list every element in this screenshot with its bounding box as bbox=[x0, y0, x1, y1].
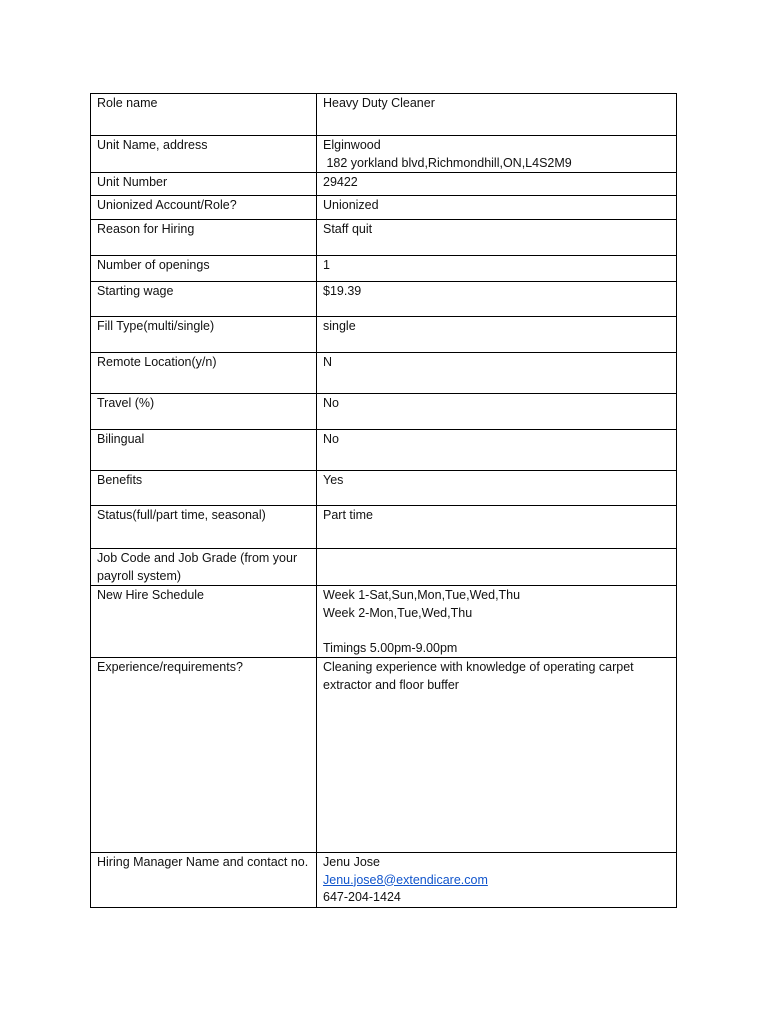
row-value: 1 bbox=[317, 256, 677, 282]
row-label: New Hire Schedule bbox=[91, 586, 317, 658]
table-row bbox=[91, 173, 677, 196]
row-value: $19.39 bbox=[317, 282, 677, 317]
row-label: Experience/requirements? bbox=[91, 658, 317, 853]
job-requisition-table bbox=[90, 93, 677, 908]
row-label: Unit Name, address bbox=[91, 136, 317, 173]
row-value: 29422 bbox=[317, 173, 677, 196]
table-row bbox=[91, 282, 677, 317]
unit-address: 182 yorkland blvd,Richmondhill,ON,L4S2M9 bbox=[323, 155, 572, 170]
table-row bbox=[91, 136, 677, 173]
row-label: Fill Type(multi/single) bbox=[91, 317, 317, 353]
experience-text: Cleaning experience with knowledge of operating carpet extractor and floor buffer bbox=[323, 660, 634, 692]
row-value: single bbox=[317, 317, 677, 353]
row-label: Hiring Manager Name and contact no. bbox=[91, 853, 317, 908]
row-value: No bbox=[317, 394, 677, 430]
row-value bbox=[317, 658, 677, 853]
row-label: Bilingual bbox=[91, 430, 317, 471]
schedule-spacer bbox=[323, 622, 670, 640]
row-label: Number of openings bbox=[91, 256, 317, 282]
row-value: Yes bbox=[317, 471, 677, 506]
manager-phone: 647-204-1424 bbox=[323, 890, 401, 904]
row-label: Remote Location(y/n) bbox=[91, 353, 317, 394]
table-row bbox=[91, 196, 677, 220]
row-value: N bbox=[317, 353, 677, 394]
row-value bbox=[317, 586, 677, 658]
row-label: Unit Number bbox=[91, 173, 317, 196]
row-value: Part time bbox=[317, 506, 677, 549]
row-label: Reason for Hiring bbox=[91, 220, 317, 256]
row-value bbox=[317, 853, 677, 908]
table-row bbox=[91, 256, 677, 282]
table-row bbox=[91, 430, 677, 471]
table-row bbox=[91, 586, 677, 658]
table-row bbox=[91, 549, 677, 586]
row-label: Unionized Account/Role? bbox=[91, 196, 317, 220]
row-label: Job Code and Job Grade (from your payroll system) bbox=[91, 549, 317, 586]
table-row bbox=[91, 220, 677, 256]
table-row bbox=[91, 471, 677, 506]
manager-email-link[interactable]: Jenu.jose8@extendicare.com bbox=[323, 872, 488, 887]
row-value: Unionized bbox=[317, 196, 677, 220]
row-label: Role name bbox=[91, 94, 317, 136]
manager-name: Jenu Jose bbox=[323, 855, 380, 869]
schedule-week-1: Week 1-Sat,Sun,Mon,Tue,Wed,Thu bbox=[323, 588, 521, 602]
table-row bbox=[91, 853, 677, 908]
table-row bbox=[91, 506, 677, 549]
schedule-timings: Timings 5.00pm-9.00pm bbox=[323, 640, 458, 655]
table-row bbox=[91, 394, 677, 430]
table-row bbox=[91, 94, 677, 136]
row-value: Heavy Duty Cleaner bbox=[317, 94, 677, 136]
schedule-week-2: Week 2-Mon,Tue,Wed,Thu bbox=[323, 605, 473, 620]
row-value: Staff quit bbox=[317, 220, 677, 256]
row-value bbox=[317, 549, 677, 586]
row-value bbox=[317, 136, 677, 173]
row-label: Benefits bbox=[91, 471, 317, 506]
row-label: Starting wage bbox=[91, 282, 317, 317]
table-row bbox=[91, 658, 677, 853]
row-label: Travel (%) bbox=[91, 394, 317, 430]
row-value: No bbox=[317, 430, 677, 471]
table-row bbox=[91, 317, 677, 353]
row-label: Status(full/part time, seasonal) bbox=[91, 506, 317, 549]
table-row bbox=[91, 353, 677, 394]
unit-name: Elginwood bbox=[323, 138, 381, 152]
